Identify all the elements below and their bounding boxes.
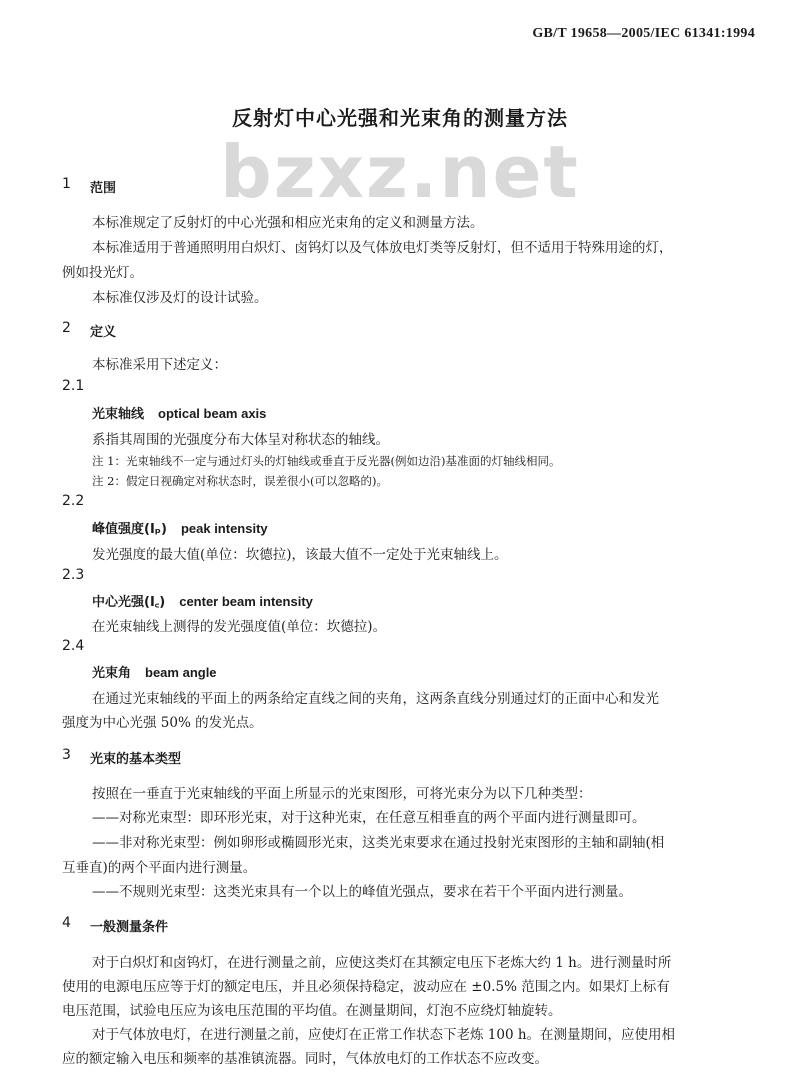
section-1-paragraph-2-cont: 例如投光灯。	[62, 265, 143, 281]
section-1-paragraph-2: 本标准适用于普通照明用白炽灯、卤钨灯以及气体放电灯类等反射灯，但不适用于特殊用途的灯，	[92, 240, 673, 256]
definition-2-2-number: 2.2	[62, 493, 85, 509]
section-4-paragraph-1-cont-1: 使用的电源电压应等于灯的额定电压，并且必须保持稳定，波动应在 ±0.5% 范围之内。如果灯上标有	[62, 979, 670, 995]
definition-2-1-number: 2.1	[62, 378, 85, 394]
section-1-paragraph-3: 本标准仅涉及灯的设计试验。	[92, 290, 268, 306]
section-4-number: 4	[62, 915, 71, 931]
section-3-number: 3	[62, 747, 71, 763]
section-2-number: 2	[62, 320, 71, 336]
definition-2-3-text: 在光束轴线上测得的发光强度值(单位：坎德拉)。	[92, 619, 387, 635]
section-4-title: 一般测量条件	[90, 920, 169, 935]
definition-2-1-text: 系指其周围的光强度分布大体呈对称状态的轴线。	[92, 432, 389, 448]
section-3-title: 光束的基本类型	[90, 752, 182, 767]
section-4-paragraph-2-cont: 应的额定输入电压和频率的基准镇流器。同时，气体放电灯的工作状态不应改变。	[62, 1051, 548, 1067]
definition-2-2-text: 发光强度的最大值(单位：坎德拉)，该最大值不一定处于光束轴线上。	[92, 547, 508, 563]
definition-2-1-note-2: 注 2：假定日视确定对称状态时，误差很小(可以忽略的)。	[92, 474, 388, 488]
beam-type-symmetric: ——对称光束型：即环形光束，对于这种光束，在任意互相垂直的两个平面内进行测量即可。	[92, 810, 646, 826]
definition-2-2-term	[92, 518, 268, 537]
definition-2-4-number: 2.4	[62, 638, 85, 654]
section-4-paragraph-2: 对于气体放电灯，在进行测量之前，应使灯在正常工作状态下老炼 100 h。在测量期间，应使用相	[92, 1027, 676, 1043]
term-en: peak intensity	[180, 521, 268, 536]
term-en: optical beam axis	[158, 406, 267, 421]
term-zh: 中心光强(I꜀)	[92, 595, 166, 610]
section-1-title: 范围	[90, 181, 117, 196]
definition-2-1-note-1: 注 1：光束轴线不一定与通过灯头的灯轴线或垂直于反光器(例如边沿)基准面的灯轴线相同。	[92, 454, 561, 468]
term-zh: 峰值强度(Iₚ)	[92, 522, 167, 537]
section-1-paragraph-1: 本标准规定了反射灯的中心光强和相应光束角的定义和测量方法。	[92, 215, 484, 231]
section-4-paragraph-1: 对于白炽灯和卤钨灯，在进行测量之前，应使这类灯在其额定电压下老炼大约 1 h。进行测量时所	[92, 955, 672, 971]
definition-2-1-term	[92, 403, 266, 422]
section-3-intro: 按照在一垂直于光束轴线的平面上所显示的光束图形，可将光束分为以下几种类型：	[92, 786, 592, 802]
document-title: 反射灯中心光强和光束角的测量方法	[232, 106, 568, 130]
section-2-title: 定义	[90, 325, 117, 340]
term-zh: 光束角	[92, 666, 132, 681]
beam-type-irregular: ——不规则光束型：这类光束具有一个以上的峰值光强点，要求在若干个平面内进行测量。	[92, 884, 632, 900]
definition-2-3-term	[92, 591, 313, 610]
watermark: bzxz.net	[220, 130, 580, 214]
definition-2-4-text: 在通过光束轴线的平面上的两条给定直线之间的夹角，这两条直线分别通过灯的正面中心和发光	[92, 691, 659, 707]
term-en: center beam intensity	[179, 594, 313, 609]
section-1-number: 1	[62, 176, 71, 192]
definition-2-3-number: 2.3	[62, 567, 85, 583]
term-zh: 光束轴线	[92, 407, 145, 422]
definition-2-4-text-cont: 强度为中心光强 50% 的发光点。	[62, 715, 263, 731]
section-4-paragraph-1-cont-2: 电压范围，试验电压应为该电压范围的平均值。在测量期间，灯泡不应绕灯轴旋转。	[62, 1003, 562, 1019]
beam-type-asymmetric: ——非对称光束型：例如卵形或椭圆形光束，这类光束要求在通过投射光束图形的主轴和副轴(相	[92, 835, 665, 851]
section-2-intro: 本标准采用下述定义：	[92, 357, 227, 373]
term-en: beam angle	[145, 665, 217, 680]
standard-number-header: GB/T 19658—2005/IEC 61341:1994	[532, 26, 755, 41]
beam-type-asymmetric-cont: 互垂直)的两个平面内进行测量。	[62, 860, 257, 876]
definition-2-4-term	[92, 662, 217, 681]
